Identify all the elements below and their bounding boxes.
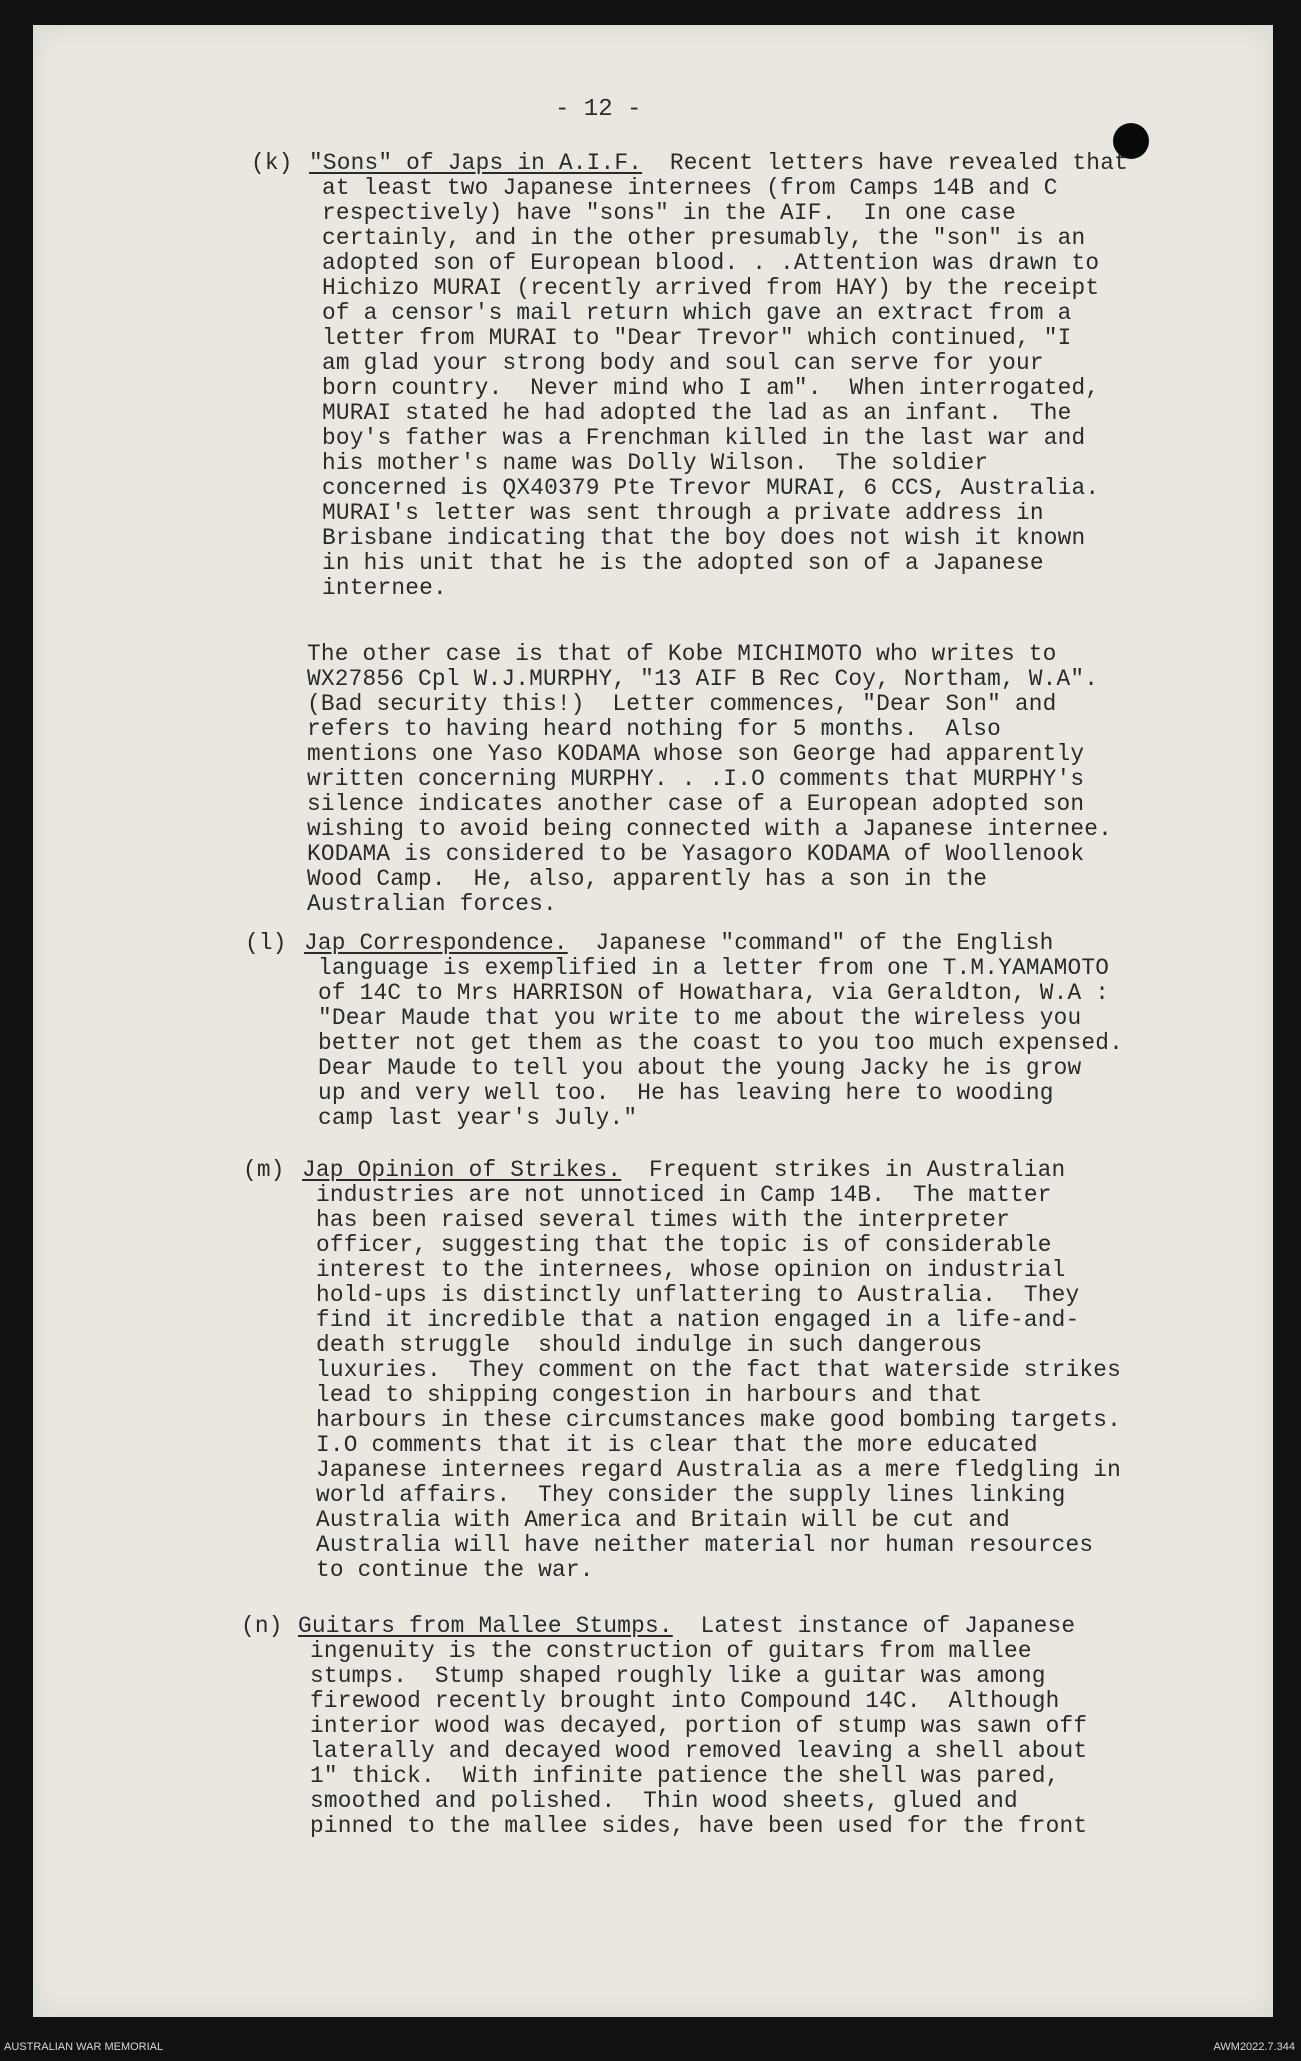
- text-line: respectively) have "sons" in the AIF. In one case: [322, 200, 1017, 226]
- section-first-line: [304, 931, 1054, 956]
- text-line: up and very well too. He has leaving here to wooding: [318, 1080, 1054, 1106]
- section-heading: "Sons" of Japs in A.I.F.: [309, 150, 643, 176]
- text-line: (Bad security this!) Letter commences, "Dear Son" and: [307, 691, 1057, 717]
- text-line: at least two Japanese internees (from Camps 14B and C: [322, 175, 1058, 201]
- text-line: WX27856 Cpl W.J.MURPHY, "13 AIF B Rec Coy, Northam, W.A".: [307, 666, 1099, 692]
- text-line: world affairs. They consider the supply lines linking: [316, 1482, 1066, 1508]
- text-line: boy's father was a Frenchman killed in the last war and: [322, 425, 1086, 451]
- section-heading: Jap Opinion of Strikes.: [302, 1157, 622, 1183]
- text-line: Wood Camp. He, also, apparently has a son in the: [307, 866, 988, 892]
- text-line: to continue the war.: [316, 1557, 594, 1583]
- text-line: Australia with America and Britain will be cut and: [316, 1507, 1011, 1533]
- text-line: Australian forces.: [307, 891, 557, 917]
- section-marker: (m): [243, 1157, 285, 1183]
- text-line: MURAI stated he had adopted the lad as an infant. The: [322, 400, 1072, 426]
- text-line: of a censor's mail return which gave an extract from a: [322, 300, 1072, 326]
- heading-continuation: Japanese "command" of the English: [567, 930, 1054, 956]
- text-line: Dear Maude to tell you about the young Jacky he is grow: [318, 1055, 1082, 1081]
- text-line: letter from MURAI to "Dear Trevor" which continued, "I: [322, 325, 1072, 351]
- text-line: luxuries. They comment on the fact that waterside strikes: [316, 1357, 1122, 1383]
- section-marker: (k): [251, 150, 293, 176]
- text-line: officer, suggesting that the topic is of considerable: [316, 1232, 1052, 1258]
- text-line: find it incredible that a nation engaged in a life-and-: [316, 1307, 1080, 1333]
- text-line: internee.: [322, 575, 447, 601]
- text-line: "Dear Maude that you write to me about the wireless you: [318, 1005, 1082, 1031]
- footer-left: AUSTRALIAN WAR MEMORIAL: [4, 2041, 164, 2053]
- text-line: industries are not unnoticed in Camp 14B. The matter: [316, 1182, 1052, 1208]
- text-line: better not get them as the coast to you too much expensed.: [318, 1030, 1124, 1056]
- text-line: adopted son of European blood. . .Attention was drawn to: [322, 250, 1100, 276]
- text-line: wishing to avoid being connected with a Japanese internee.: [307, 816, 1113, 842]
- page-number: - 12 -: [555, 96, 642, 123]
- footer-right: AWM2022.7.344: [1213, 2041, 1295, 2053]
- section-heading: Jap Correspondence.: [304, 930, 568, 956]
- section-marker: (l): [245, 930, 287, 956]
- section-marker: (n): [241, 1613, 283, 1639]
- text-line: interest to the internees, whose opinion on industrial: [316, 1257, 1066, 1283]
- text-line: camp last year's July.": [318, 1105, 638, 1131]
- heading-continuation: Latest instance of Japanese: [672, 1613, 1076, 1639]
- section-first-line: [298, 1614, 1075, 1639]
- heading-continuation: Frequent strikes in Australian: [621, 1157, 1066, 1183]
- text-line: KODAMA is considered to be Yasagoro KODAMA of Woollenook: [307, 841, 1085, 867]
- text-line: mentions one Yaso KODAMA whose son George had apparently: [307, 741, 1085, 767]
- text-line: concerned is QX40379 Pte Trevor MURAI, 6 CCS, Australia.: [322, 475, 1100, 501]
- text-line: harbours in these circumstances make good bombing targets.: [316, 1407, 1122, 1433]
- text-line: The other case is that of Kobe MICHIMOTO who writes to: [307, 641, 1057, 667]
- text-line: language is exemplified in a letter from one T.M.YAMAMOTO: [318, 955, 1110, 981]
- text-line: laterally and decayed wood removed leaving a shell about: [310, 1738, 1088, 1764]
- heading-continuation: Recent letters have revealed that: [642, 150, 1128, 176]
- text-line: has been raised several times with the interpreter: [316, 1207, 1011, 1233]
- text-line: Hichizo MURAI (recently arrived from HAY) by the receipt: [322, 275, 1100, 301]
- text-line: silence indicates another case of a European adopted son: [307, 791, 1085, 817]
- text-line: hold-ups is distinctly unflattering to Australia. They: [316, 1282, 1080, 1308]
- text-line: of 14C to Mrs HARRISON of Howathara, via Geraldton, W.A :: [318, 980, 1110, 1006]
- section-first-line: [309, 151, 1128, 176]
- text-line: pinned to the mallee sides, have been used for the front: [310, 1813, 1088, 1839]
- section-first-line: [302, 1158, 1065, 1183]
- text-line: 1" thick. With infinite patience the shell was pared,: [310, 1763, 1060, 1789]
- text-line: Japanese internees regard Australia as a mere fledgling in: [316, 1457, 1122, 1483]
- text-line: refers to having heard nothing for 5 months. Also: [307, 716, 1002, 742]
- text-line: interior wood was decayed, portion of stump was sawn off: [310, 1713, 1088, 1739]
- text-line: certainly, and in the other presumably, the "son" is an: [322, 225, 1086, 251]
- text-line: stumps. Stump shaped roughly like a guitar was among: [310, 1663, 1046, 1689]
- text-line: am glad your strong body and soul can serve for your: [322, 350, 1044, 376]
- text-line: Australia will have neither material nor human resources: [316, 1532, 1094, 1558]
- text-line: death struggle should indulge in such dangerous: [316, 1332, 983, 1358]
- section-heading: Guitars from Mallee Stumps.: [298, 1613, 673, 1639]
- text-line: ingenuity is the construction of guitars from mallee: [310, 1638, 1032, 1664]
- text-line: his mother's name was Dolly Wilson. The soldier: [322, 450, 989, 476]
- text-line: in his unit that he is the adopted son of a Japanese: [322, 550, 1044, 576]
- text-line: written concerning MURPHY. . .I.O comments that MURPHY's: [307, 766, 1085, 792]
- text-line: firewood recently brought into Compound 14C. Although: [310, 1688, 1060, 1714]
- text-line: Brisbane indicating that the boy does not wish it known: [322, 525, 1086, 551]
- text-line: I.O comments that it is clear that the more educated: [316, 1432, 1038, 1458]
- text-line: smoothed and polished. Thin wood sheets, glued and: [310, 1788, 1018, 1814]
- text-line: born country. Never mind who I am". When interrogated,: [322, 375, 1100, 401]
- text-line: lead to shipping congestion in harbours and that: [316, 1382, 983, 1408]
- text-line: MURAI's letter was sent through a private address in: [322, 500, 1044, 526]
